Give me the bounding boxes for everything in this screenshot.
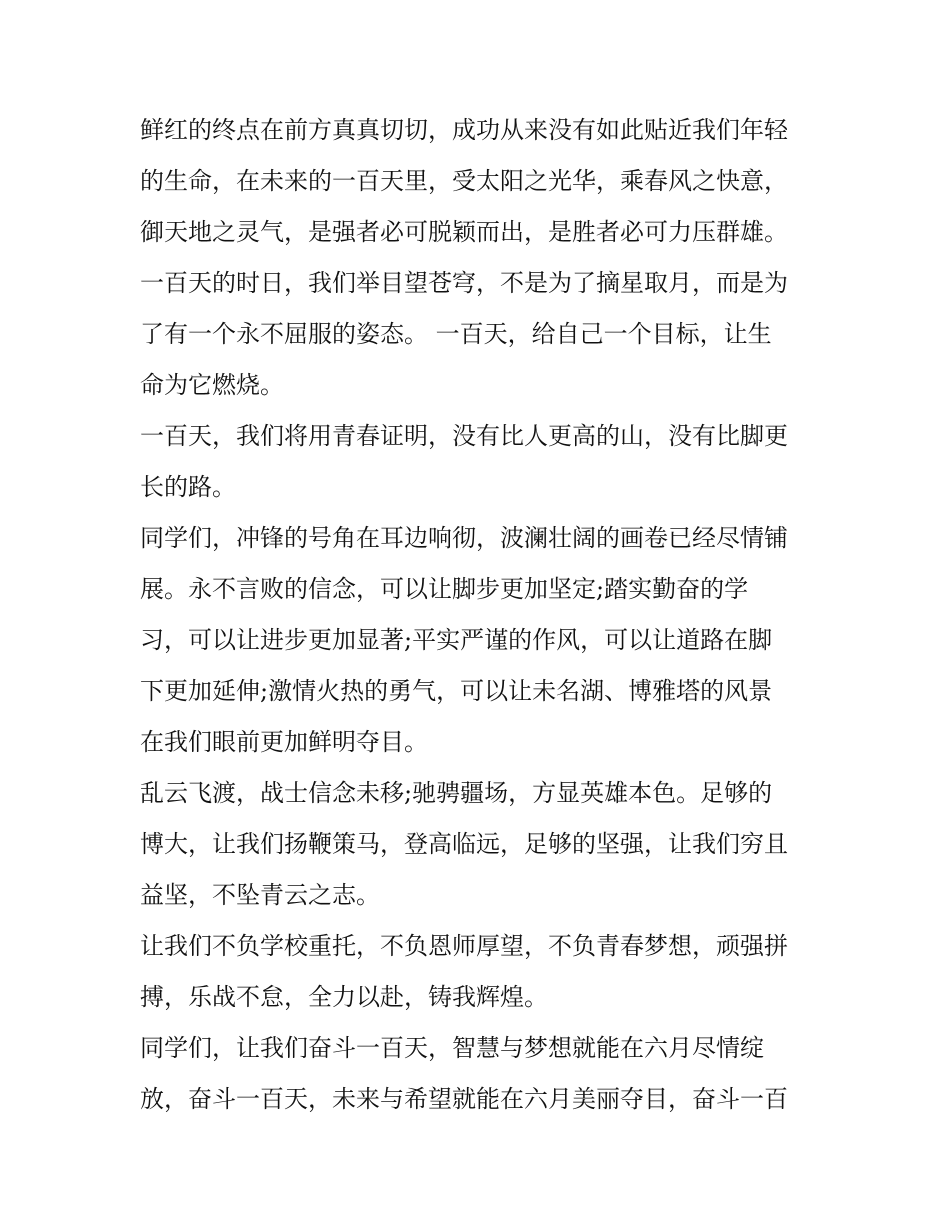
text-line: 同学们，冲锋的号角在耳边响彻，波澜壮阔的画卷已经尽情铺 bbox=[140, 524, 788, 552]
text-line: 御天地之灵气，是强者必可脱颖而出，是胜者必可力压群雄。 bbox=[140, 218, 788, 246]
paragraph bbox=[140, 513, 820, 768]
text-line: 让我们不负学校重托，不负恩师厚望，不负青春梦想，顽强拼 bbox=[140, 932, 788, 960]
text-line: 乱云飞渡，战士信念未移;驰骋疆场，方显英雄本色。足够的 bbox=[140, 779, 773, 807]
document-body bbox=[140, 105, 820, 1125]
paragraph bbox=[140, 1023, 820, 1125]
paragraph bbox=[140, 768, 820, 921]
text-line: 益坚，不坠青云之志。 bbox=[140, 881, 380, 909]
text-line: 一百天的时日，我们举目望苍穹，不是为了摘星取月，而是为 bbox=[140, 269, 788, 297]
text-line: 的生命，在未来的一百天里，受太阳之光华，乘春风之快意， bbox=[140, 167, 788, 195]
text-line: 习，可以让进步更加显著;平实严谨的作风，可以让道路在脚 bbox=[140, 626, 773, 654]
text-line: 下更加延伸;激情火热的勇气，可以让未名湖、博雅塔的风景 bbox=[140, 677, 773, 705]
text-line: 同学们，让我们奋斗一百天，智慧与梦想就能在六月尽情绽 bbox=[140, 1034, 764, 1062]
text-line: 鲜红的终点在前方真真切切，成功从来没有如此贴近我们年轻 bbox=[140, 116, 788, 144]
text-line: 长的路。 bbox=[140, 473, 236, 501]
text-line: 在我们眼前更加鲜明夺目。 bbox=[140, 728, 428, 756]
paragraph bbox=[140, 105, 820, 411]
text-line: 搏，乐战不怠，全力以赴，铸我辉煌。 bbox=[140, 983, 548, 1011]
paragraph bbox=[140, 921, 820, 1023]
text-line: 一百天，我们将用青春证明，没有比人更高的山，没有比脚更 bbox=[140, 422, 788, 450]
text-line: 博大，让我们扬鞭策马，登高临远，足够的坚强，让我们穷且 bbox=[140, 830, 788, 858]
text-line: 命为它燃烧。 bbox=[140, 371, 284, 399]
text-line: 放，奋斗一百天，未来与希望就能在六月美丽夺目，奋斗一百 bbox=[140, 1085, 788, 1113]
paragraph bbox=[140, 411, 820, 513]
text-line: 了有一个永不屈服的姿态。 一百天，给自己一个目标，让生 bbox=[140, 320, 772, 348]
text-line: 展。永不言败的信念，可以让脚步更加坚定;踏实勤奋的学 bbox=[140, 575, 749, 603]
